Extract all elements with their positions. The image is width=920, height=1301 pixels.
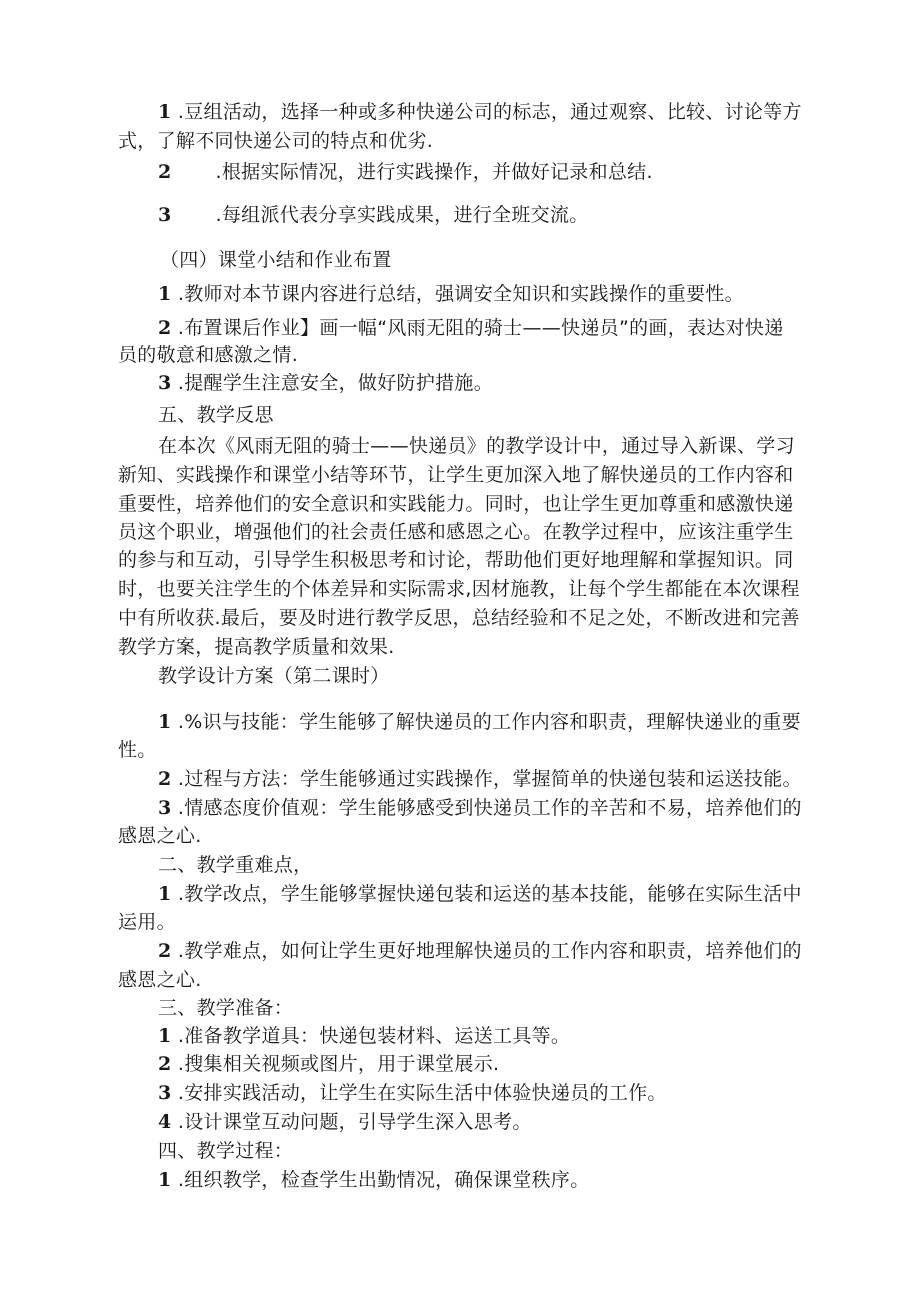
item-text: .豆组活动，选择一种或多种快递公司的标志，通过观察、比较、讨论等方: [177, 101, 802, 123]
section-heading: [158, 994, 870, 1022]
item-text: .根据实际情况，进行实践操作，并做好记录和总结.: [215, 161, 653, 183]
list-item: [158, 880, 870, 908]
section-heading: [158, 1137, 870, 1165]
list-item: [158, 1079, 870, 1107]
section-heading: [158, 401, 870, 429]
item-number: 3: [158, 1082, 172, 1104]
continuation-line: [118, 341, 830, 369]
item-text: .搜集相关视频或图片，用于课堂展示.: [177, 1053, 500, 1075]
line-text: 感恩之心.: [118, 969, 202, 991]
item-text: .布置课后作业】画一幅“风雨无阻的骑士——快递员”的画，表达对快递: [177, 317, 784, 339]
line-text: 员这个职业，增强他们的社会责任感和感恩之心。在教学过程中，应该注重学生: [118, 521, 794, 543]
list-item: [158, 1108, 870, 1136]
line-text: 四、教学过程：: [158, 1140, 294, 1162]
item-number: 3: [158, 204, 172, 226]
line-text: 的参与和互动，引导学生积极思考和讨论，帮助他们更好地理解和掌握知识。同: [118, 549, 794, 571]
item-text: .过程与方法：学生能够通过实践操作，掌握简单的快递包装和运送技能。: [177, 768, 802, 790]
line-text: 时，也要关注学生的个体差异和实际需求,因材施教，让每个学生都能在本次课程: [118, 578, 800, 600]
item-number: 3: [158, 797, 172, 819]
item-text: .每组派代表分享实践成果，进行全班交流。: [215, 204, 589, 226]
continuation-line: [118, 908, 830, 936]
item-number: 1: [158, 711, 172, 733]
item-number: 2: [158, 768, 172, 790]
continuation-line: [118, 127, 830, 155]
paragraph-line: [118, 461, 830, 489]
line-text: 员的敬意和感激之情.: [118, 344, 299, 366]
item-text: .%识与技能：学生能够了解快递员的工作内容和职责，理解快递业的重要: [177, 711, 801, 733]
item-text: .组织教学，检查学生出勤情况，确保课堂秩序。: [177, 1169, 590, 1191]
list-item: [158, 765, 870, 793]
continuation-line: [118, 736, 830, 764]
paragraph-line: [118, 490, 830, 518]
line-text: 运用。: [118, 911, 176, 933]
item-text: .教师对本节课内容进行总结，强调安全知识和实践操作的重要性。: [177, 283, 744, 305]
list-item: [158, 98, 870, 126]
list-item: [158, 794, 870, 822]
continuation-line: [118, 822, 830, 850]
item-number: 4: [158, 1111, 172, 1133]
item-text: .提醒学生注意安全，做好防护措施。: [177, 372, 494, 394]
paragraph-line: [118, 546, 830, 574]
item-number: 1: [158, 283, 172, 305]
list-item: [158, 1022, 870, 1050]
item-number: 1: [158, 883, 172, 905]
paragraph-line: [118, 604, 830, 632]
paragraph-line: [158, 432, 830, 460]
item-text: .教学改点，学生能够掌握快递包装和运送的基本技能，能够在实际生活中: [177, 883, 802, 905]
paragraph-line: [118, 633, 830, 661]
line-text: 五、教学反思: [158, 404, 274, 426]
item-number: 3: [158, 372, 172, 394]
item-number: 2: [158, 1053, 172, 1075]
item-text: .安排实践活动，让学生在实际生活中体验快递员的工作。: [177, 1082, 667, 1104]
item-number: 2: [158, 317, 172, 339]
line-text: 式，了解不同快递公司的特点和优劣.: [118, 130, 434, 152]
list-item: [158, 158, 870, 186]
item-text: .教学难点，如何让学生更好地理解快递员的工作内容和职责，培养他们的: [177, 940, 802, 962]
line-text: （四）课堂小结和作业布置: [160, 249, 392, 271]
line-text: 新知、实践操作和课堂小结等环节，让学生更加深入地了解快递员的工作内容和: [118, 464, 794, 486]
list-item: [158, 1166, 870, 1194]
item-number: 2: [158, 940, 172, 962]
continuation-line: [118, 966, 830, 994]
list-item: [158, 314, 870, 342]
section-heading: [158, 851, 870, 879]
item-number: 1: [158, 1025, 172, 1047]
section-heading: [160, 246, 872, 274]
line-text: 感恩之心.: [118, 825, 202, 847]
item-number: 1: [158, 101, 172, 123]
line-text: 二、教学重难点，: [158, 854, 313, 876]
line-text: 中有所收获.最后，要及时进行教学反思，总结经验和不足之处，不断改进和完善: [118, 607, 800, 629]
line-text: 教学方案，提高教学质量和效果.: [118, 636, 395, 658]
paragraph-line: [118, 575, 830, 603]
list-item: [158, 369, 870, 397]
section-heading: [158, 662, 870, 690]
list-item: [158, 280, 870, 308]
item-text: .设计课堂互动问题，引导学生深入思考。: [177, 1111, 532, 1133]
list-item: [158, 937, 870, 965]
line-text: 在本次《风雨无阻的骑士——快递员》的教学设计中，通过导入新课、学习: [158, 435, 795, 457]
line-text: 教学设计方案（第二课时）: [158, 665, 390, 687]
list-item: [158, 1050, 870, 1078]
item-number: 1: [158, 1169, 172, 1191]
line-text: 性。: [118, 739, 157, 761]
item-text: .准备教学道具：快递包装材料、运送工具等。: [177, 1025, 571, 1047]
list-item: [158, 201, 870, 229]
list-item: [158, 708, 870, 736]
item-number: 2: [158, 161, 172, 183]
item-text: .情感态度价值观：学生能够感受到快递员工作的辛苦和不易，培养他们的: [177, 797, 802, 819]
paragraph-line: [118, 518, 830, 546]
line-text: 重要性，培养他们的安全意识和实践能力。同时，也让学生更加尊重和感激快递: [118, 493, 794, 515]
line-text: 三、教学准备：: [158, 997, 294, 1019]
